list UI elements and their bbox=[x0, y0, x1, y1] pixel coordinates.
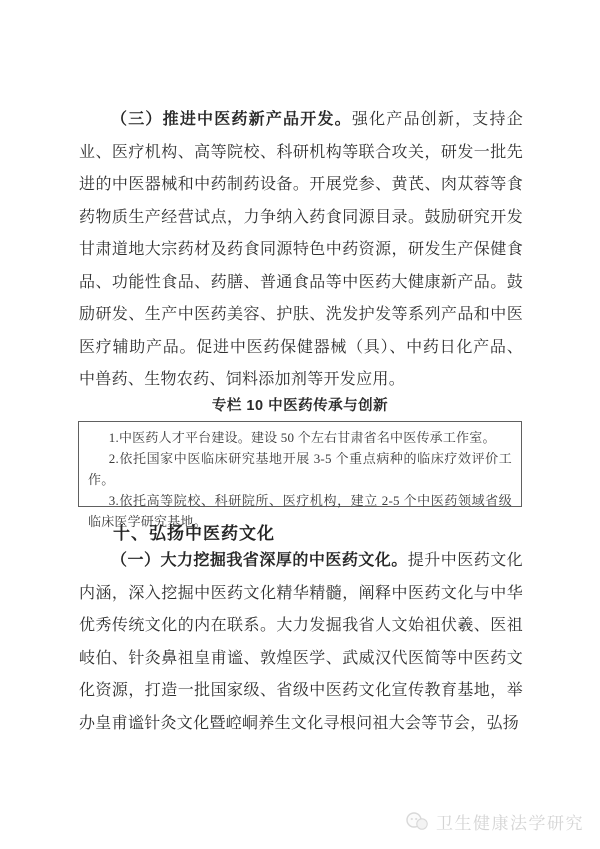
paragraph-new-product-development bbox=[79, 104, 523, 397]
paragraph-culture-excavation bbox=[79, 545, 523, 740]
watermark bbox=[405, 809, 584, 834]
column-box bbox=[78, 421, 522, 529]
paragraph-lead-bold: （三）推进中医药新产品开发。 bbox=[111, 111, 352, 128]
column-box-item-1: 1.中医药人才平台建设。建设 50 个左右甘肃省名中医传承工作室。 bbox=[108, 430, 496, 445]
column-box-item-2: 2.依托国家中医临床研究基地开展 3-5 个重点病种的临床疗效评价工作。 bbox=[88, 451, 512, 487]
paragraph-lead-bold: （一）大力挖掘我省深厚的中医药文化。 bbox=[111, 552, 408, 569]
section-heading-culture: 十、弘扬中医药文化 bbox=[113, 524, 275, 543]
watermark-label: 卫生健康法学研究 bbox=[436, 814, 584, 833]
column-box-title: 专栏 10 中医药传承与创新 bbox=[211, 398, 389, 414]
column-box-item-3: 3.依托高等院校、科研院所、医疗机构，建立 2-5 个中医药领域省级临床医学研究基地。 bbox=[88, 493, 512, 529]
paragraph-body-text: 强化产品创新，支持企业、医疗机构、高等院校、科研机构等联合攻关，研发一批先进的中医器械和中药制药设备。开展党参、黄芪、肉苁蓉等食药物质生产经营试点，力争纳入药食同源目录。鼓励研究开发甘肃道地大宗药材及药食同源特色中药资源，研发生产保健食品、功能性食品、药膳、普通食品等中医药大健康新产品。鼓励研发、生产中医药美容、护肤、洗发护发等系列产品和中医医疗辅助产品。促进中医药保健器械（具）、中药日化产品、中兽药、生物农药、饲料添加剂等开发应用。 bbox=[79, 111, 523, 388]
wechat-account-logo-icon bbox=[405, 811, 430, 832]
paragraph-body-text: 提升中医药文化内涵，深入挖掘中医药文化精华精髓，阐释中医药文化与中华优秀传统文化的内在联系。大力发掘我省人文始祖伏羲、医祖岐伯、针灸鼻祖皇甫谧、敦煌医学、武威汉代医简等中医药文化资源，打造一批国家级、省级中医药文化宣传教育基地，举办皇甫谧针灸文化暨崆峒养生文化寻根问祖大会等节会，弘扬 bbox=[79, 552, 523, 732]
